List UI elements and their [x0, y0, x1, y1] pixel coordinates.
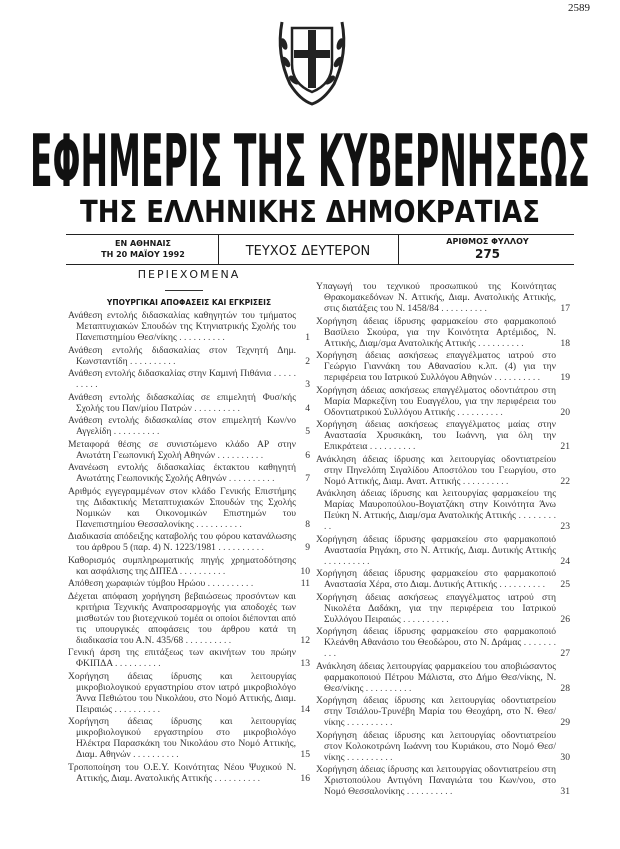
contents-entry: [316, 592, 570, 625]
entry-text: Ανάκληση άδειας λειτουργίας φαρμακείου του αποβιώσαντος φαρμακοποιού Πέτρου Μάλιστα, στο Δήμο Θεσ/νίκης, Ν. Θεσ/νίκης . . .: [316, 661, 556, 694]
entry-page: 21: [560, 441, 570, 452]
issue-place: ΕΝ ΑΘΗΝΑΙΣ: [115, 239, 171, 248]
contents-entry: [68, 310, 310, 343]
entry-text: Ανάκληση άδειας ίδρυσης και λειτουργίας φαρμακείου της Μαρίας Μαυροπούλου-Βογιατζάκη στην Κοινότητα Άνω Πεύκη Ν. Αττικής, Διαμ/σμα Ανατολικής Αττικής . . .: [316, 488, 556, 532]
entry-page: 8: [305, 518, 310, 530]
entry-text: Υπαγωγή του τεχνικού προσωπικού της Κοινότητας Θρακομακεδόνων Ν. Αττικής, Διαμ. Ανατολικής Αττικής, στις διατάξεις του Ν. 1458/84 . . .: [316, 281, 556, 314]
entry-text: Χορήγηση άδειας ίδρυσης φαρμακείου στο φαρμακοποιό Αναστασία Χέρα, στο Διαμ. Δυτικής Αττικής . . .: [316, 568, 556, 590]
entry-text: Τροποποίηση του Ο.Ε.Υ. Κοινότητας Νέου Ψυχικού Ν. Αττικής, Διαμ. Ανατολικής Αττικής . . .: [68, 762, 296, 784]
contents-entry: [68, 392, 310, 414]
entry-page: 2: [305, 355, 310, 367]
entry-text: Μεταφορά θέσης σε συνιστώμενο κλάδο ΑΡ στην Ανωτάτη Γεωπονική Σχολή Αθηνών . . .: [68, 439, 296, 461]
contents-entry: [316, 350, 570, 383]
issue-date-text: ΤΗ 20 ΜΑΪΟΥ 1992: [101, 250, 185, 259]
contents-entry: [68, 368, 310, 390]
contents-entry: [316, 730, 570, 763]
contents-entry: [316, 626, 570, 659]
entry-text: Ανάκληση άδειας ίδρυσης και λειτουργίας οδοντιατρείου στην Πηνελόπη Σιγαλίδου Αποστόλου του Γεωργίου, στο Νομό Αττικής, Διαμ. Ανατ. Αττικής . . .: [316, 454, 556, 487]
entry-text: Χορήγηση άδειας ίδρυσης φαρμακείου στο φαρμακοποιό Βασίλειο Σκούρα, για την Κοινότητα Αρτέμιδος, Ν. Αττικής, Διαμ/σμα Ανατολικής Αττικής . . .: [316, 316, 556, 349]
entry-text: Χορήγηση άδειας ίδρυσης και λειτουργίας οδοντιατρείου στην Τσιάλου-Τρυνέβη Μαρία του Θεοχάρη, στο Ν. Θεσ/νίκης . . .: [316, 695, 556, 728]
entry-text: Χορήγηση άδειας ίδρυσης και λειτουργίας μικροβιολογικού εργαστηρίου στον ιατρό μικροβιολόγο Άννα Πεθιώτου του Νικολάου, στο Νομό Αττικής, Διαμ. Πειραιώς . . .: [68, 671, 296, 715]
entry-page: 19: [560, 372, 570, 383]
masthead-subtitle-block: [80, 192, 540, 228]
contents-entry: [68, 591, 310, 646]
section-heading: ΥΠΟΥΡΓΙΚΑΙ ΑΠΟΦΑΣΕΙΣ ΚΑΙ ΕΓΚΡΙΣΕΙΣ: [106, 298, 272, 307]
contents-entry: [316, 661, 570, 694]
entry-page: 29: [560, 717, 570, 728]
entry-page: 17: [560, 303, 570, 314]
entry-page: 25: [560, 579, 570, 590]
masthead-title-block: [30, 114, 590, 203]
entry-page: 5: [305, 426, 310, 437]
entry-text: Χορήγηση άδειας ασκήσεως επαγγέλματος μαίας στην Αναστασία Χρυσικάκη, του Ιωάννη, για όλη την Επικράτεια . . .: [316, 419, 556, 452]
entry-page: 22: [560, 475, 570, 487]
contents-entry: [316, 385, 570, 418]
entry-text: Χορήγηση άδειας ίδρυσης και λειτουργίας οδοντιατρείου στον Κολοκοτρώνη Ιωάννη του Κυριάκου, στο Νομό Θεσ/νίκης . . .: [316, 730, 556, 763]
contents-heading: ΠΕΡΙΕΧΟΜΕΝΑ: [137, 268, 241, 281]
entry-text: Χορήγηση άδειας ασκήσεως επαγγέλματος οδοντιάτρου στη Μαρία Μαρκεζίνη του Ευαγγέλου, για την περιφέρεια του Οδοντιατρικού Συλλόγου Αττικής . . .: [316, 385, 556, 418]
divider: [218, 234, 219, 264]
divider: [66, 264, 574, 265]
entry-text: Χορήγηση άδειας ίδρυσης φαρμακείου στο φαρμακοποιό Κλεάνθη Αθανάσιο του Θεοδώρου, στο Ν. Δράμας . . .: [316, 626, 556, 659]
entry-page: 3: [305, 379, 310, 390]
contents-entry: [316, 316, 570, 349]
entry-page: 11: [300, 578, 310, 589]
entry-text: Διαδικασία απόδειξης καταβολής του φόρου κατανάλωσης του άρθρου 5 (παρ. 4) Ν. 1223/1981 . . .: [68, 531, 296, 553]
contents-entry: [316, 419, 570, 452]
entry-page: 13: [300, 658, 310, 669]
entry-page: 1: [305, 332, 310, 343]
entry-text: Χορήγηση άδειας ίδρυσης φαρμακείου στο φαρμακοποιό Αναστασία Ρηγάκη, στο Ν. Αττικής, Διαμ. Δυτικής Αττικής . . .: [316, 534, 556, 567]
entry-page: 24: [560, 555, 570, 567]
divider: [66, 234, 574, 235]
entry-page: 31: [560, 786, 570, 797]
entry-text: Ανάθεση εντολής διδασκαλίας στον επιμελητή Κων/νο Αγγελίδη . . .: [68, 415, 296, 437]
contents-entry: [68, 439, 310, 461]
contents-entry: [316, 454, 570, 487]
contents-left-column: [68, 310, 310, 785]
entry-page: 12: [300, 634, 310, 646]
entry-text: Ανάθεση εντολής διδασκαλίας καθηγητών του τμήματος Μεταπτυχιακών Σπουδών της Κτηνιατρικής Σχολής του Πανεπιστημίου Θεσ/νίκης . . .: [68, 310, 296, 343]
entry-page: 26: [560, 613, 570, 625]
contents-entry: [316, 764, 570, 797]
masthead-title: ΕΦΗΜΕΡΙΣ ΤΗΣ ΚΥΒΕΡΝΗΣΕΩΣ: [30, 119, 590, 203]
contents-entry: [68, 578, 310, 589]
contents-entry: [316, 534, 570, 567]
entry-text: Απόθεση χωραφιών τύμβου Ηρώου . . .: [68, 578, 253, 589]
contents-entry: [68, 671, 310, 715]
greek-coat-of-arms-icon: [270, 14, 354, 106]
entry-text: Ανάθεση εντολής διδασκαλίας στον Τεχνητή Δημ. Κωνσταντίδη . . .: [68, 345, 296, 367]
contents-entry: [316, 488, 570, 532]
entry-page: 16: [300, 772, 310, 784]
entry-page: 15: [300, 749, 310, 760]
contents-entry: [68, 762, 310, 784]
sheet-number-block: [400, 236, 575, 260]
sheet-label: ΑΡΙΘΜΟΣ ΦΥΛΛΟΥ: [446, 237, 529, 246]
contents-entry: [316, 281, 570, 314]
entry-text: Ανάθεση εντολής διδασκαλίας σε επιμελητή Φυσ/κής Σχολής του Παν/μίου Πατρών . . .: [68, 392, 296, 414]
masthead-subtitle: ΤΗΣ ΕΛΛΗΝΙΚΗΣ ΔΗΜΟΚΡΑΤΙΑΣ: [80, 195, 540, 230]
entry-text: Χορήγηση άδειας ίδρυσης και λειτουργίας μικροβιολογικού εργαστηρίου στο μικροβιολόγο Ηλέκτρα Παρασκάκη του Νικολάου στο Νομό Αττικής, Διαμ. Αθηνών . . .: [68, 716, 296, 760]
sheet-number: 275: [474, 247, 501, 261]
entry-text: Χορήγηση άδειας ασκήσεως επαγγέλματος ιατρού στο Γεώργιο Γιαννάκη του Αθανασίου κ.λπ. (4) για την περιφέρεια του Ιατρικού Συλλόγου Αθηνών . . .: [316, 350, 556, 383]
entry-page: 30: [560, 751, 570, 763]
entry-page: 28: [560, 682, 570, 694]
entry-page: 9: [305, 542, 310, 553]
issue-series: ΤΕΥΧΟΣ ΔΕΥΤΕΡΟΝ: [245, 244, 371, 259]
contents-entry: [68, 345, 310, 367]
divider: [165, 290, 203, 291]
entry-page: 4: [305, 402, 310, 414]
contents-entry: [68, 647, 310, 669]
contents-entry: [68, 415, 310, 437]
entry-text: Αριθμός εγγεγραμμένων στον κλάδο Γενικής Επιστήμης της Διδακτικής Μεταπτυχιακών Σπουδών της Σχολής Νομικών και Οικονομικών Επιστημών του Πανεπιστημίου Θεσσαλονίκης . . .: [68, 486, 296, 530]
issue-date: [68, 238, 218, 260]
entry-text: Καθορισμός συμπληρωματικής πηγής χρηματοδότησης και ασφάλισης της ΔΙΠΕΔ . . .: [68, 555, 296, 577]
contents-entry: [316, 695, 570, 728]
page-number: 2589: [568, 2, 590, 14]
entry-page: 23: [560, 521, 570, 532]
entry-page: 14: [300, 703, 310, 715]
entry-text: Γενική άρση της επιτάξεως των ακινήτων του πρώην ΦΚΙΠΔΑ . . .: [68, 647, 296, 669]
entry-page: 27: [560, 648, 570, 659]
contents-entry: [68, 531, 310, 553]
entry-text: Δέχεται απόφαση χορήγηση βεβαιώσεως προσόντων και κριτήρια Τεχνικής Αναπροσαρμογής για αποδοχές των μισθωτών του βιοτεχνικού τομέα οι οποίοι διέπονται από τις υπουργικές αποφάσεις του άρθρου κατά τη διαδικασία του Α.Ν. 435/68 . . .: [68, 591, 296, 646]
entry-page: 20: [560, 406, 570, 418]
divider: [398, 234, 399, 264]
contents-entry: [68, 462, 310, 484]
contents-entry: [316, 568, 570, 590]
entry-page: 7: [305, 473, 310, 484]
entry-page: 18: [560, 337, 570, 349]
entry-text: Χορήγηση άδειας ασκήσεως επαγγέλματος ιατρού στη Νικολέτα Δαδάκη, για την περιφέρεια του Ιατρικού Συλλόγου Πειραιώς . . .: [316, 592, 556, 625]
contents-right-column: [316, 281, 570, 799]
contents-entry: [68, 716, 310, 760]
contents-entry: [68, 555, 310, 577]
entry-text: Ανανέωση εντολής διδασκαλίας έκτακτου καθηγητή Ανωτάτης Γεωπονικής Σχολής Αθηνών . . .: [68, 462, 296, 484]
entry-text: Χορήγηση άδειας ίδρυσης και λειτουργίας οδοντιατρείου στη Χριστοπούλου Αντιγόνη Παναγιώτα του Κων/νου, στο Νομό Θεσσαλονίκης . . .: [316, 764, 556, 797]
entry-text: Ανάθεση εντολής διδασκαλίας στην Καμινή Πιθάνια . . .: [68, 368, 296, 390]
contents-entry: [68, 486, 310, 530]
entry-page: 10: [300, 565, 310, 577]
entry-page: 6: [305, 449, 310, 461]
